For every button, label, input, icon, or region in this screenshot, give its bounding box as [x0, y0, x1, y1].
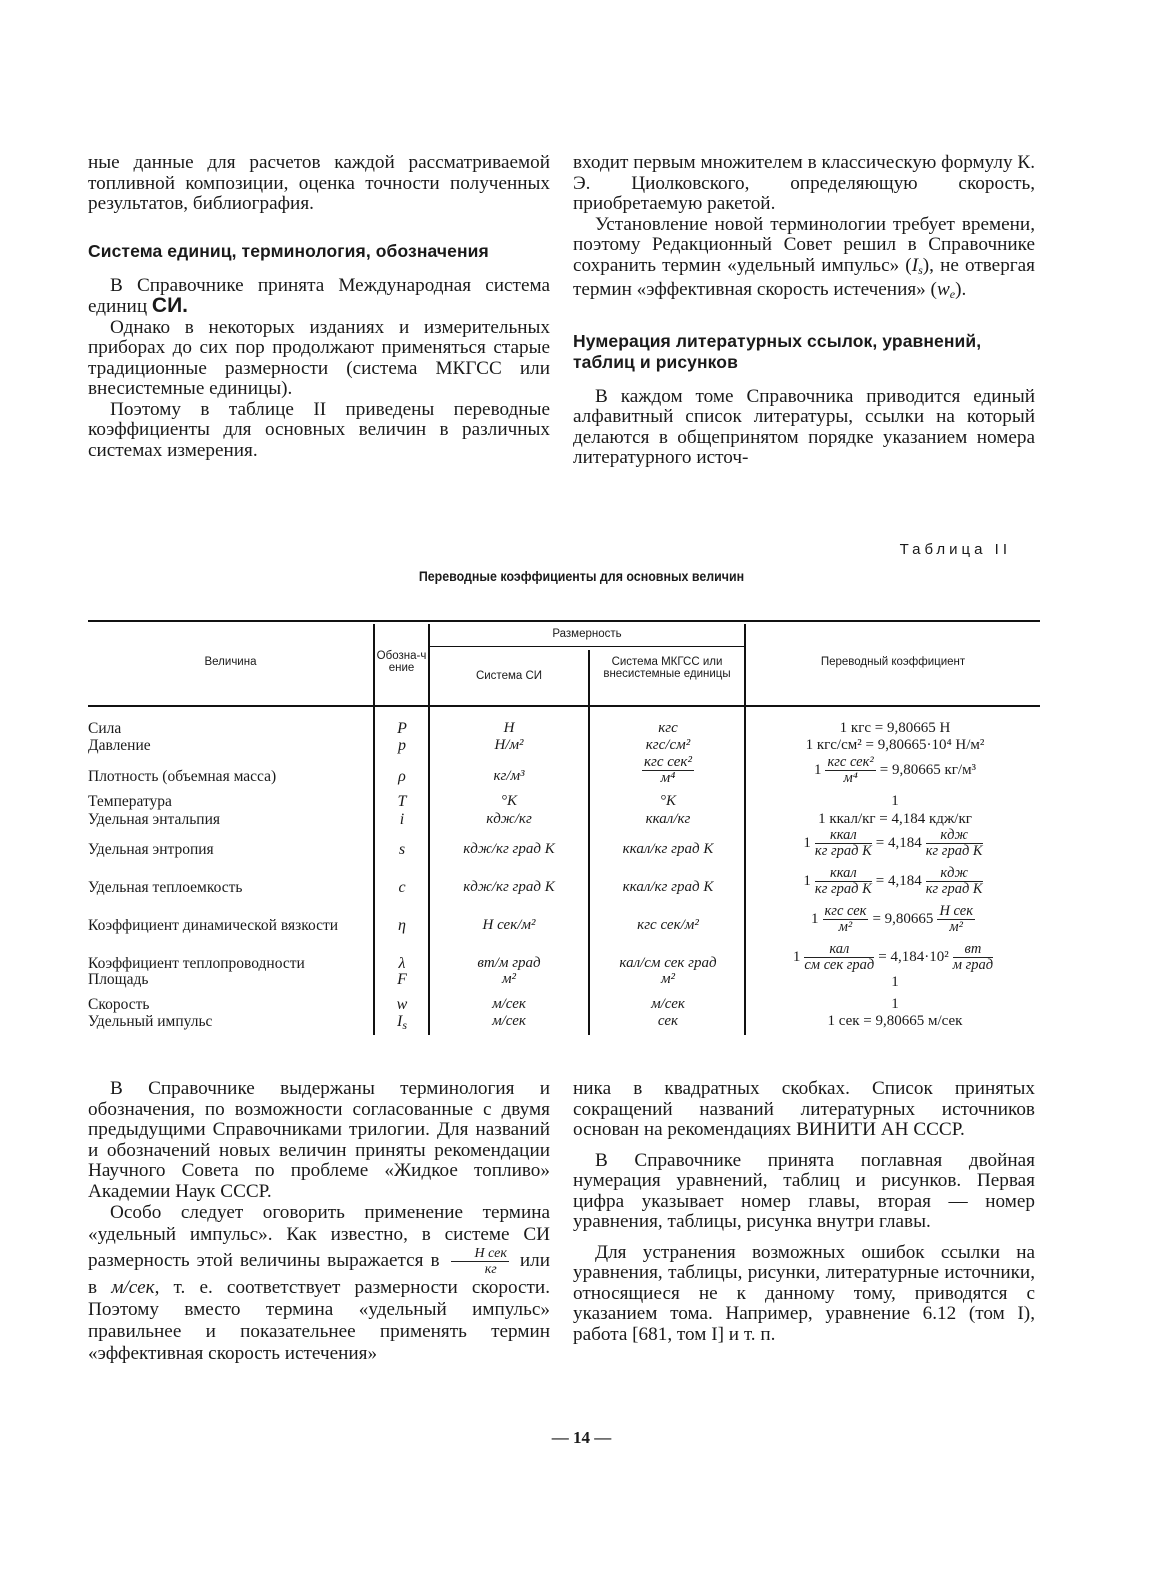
row-name: Давление: [88, 737, 151, 754]
header-quantity: Величина: [204, 656, 257, 668]
row-mkgss-fraction: $\frac{\text{кгс сек²}}{\text{м⁴}}$: [644, 754, 692, 786]
row-mkgss: м/сек: [651, 996, 685, 1012]
row-coef: 1 сек = 9,80665 м/сек: [827, 1013, 963, 1029]
row-symbol: w: [396, 996, 408, 1013]
row-symbol: p: [398, 737, 406, 754]
row-name: Коэффициент динамической вязкости: [88, 917, 339, 934]
row-coef: 1 $\frac{\text{кгс сек}}{\text{м²}}$ = 9,80665 $\frac{\text{Н сек}}{\text{м²}}$: [811, 903, 973, 935]
row-name: Сила: [88, 720, 122, 737]
paragraph-table-reference: Поэтому в таблице II приведены переводные коэффициенты для основных величин в различных системах измерения.: [88, 398, 550, 461]
row-name: Температура: [88, 793, 172, 810]
row-si: Н/м²: [494, 737, 524, 753]
table-top-rule: [88, 620, 1040, 622]
section-heading-numbering: Нумерация литературных ссылок, уравнений, таблиц и рисунков: [573, 330, 982, 372]
row-name: Скорость: [88, 996, 150, 1013]
paragraph-continued: входит первым множителем в классическую формулу К. Э. Циолковского, определяющую скорость, приобретаемую ракетой.: [573, 152, 1035, 214]
row-coef: 1 $\frac{\text{ккал}}{\text{кг град K}}$ = 4,184 $\frac{\text{кдж}}{\text{кг град K}}$: [803, 827, 983, 859]
bottom-left-column: [88, 1079, 550, 1365]
row-symbol: ρ: [398, 768, 406, 785]
section-heading-units: Система единиц, терминология, обозначения: [88, 240, 489, 261]
paragraph-si-system: В Справочнике принята Международная система единиц СИ.: [88, 274, 550, 317]
header-dimension: Размерность: [552, 628, 622, 640]
header-mkgss: Система МКГСС или внесистемные единицы: [603, 656, 731, 680]
row-mkgss: ккал/кг: [645, 811, 691, 827]
row-si: кдж/кг: [486, 811, 532, 827]
paragraph-old-units: Однако в некоторых изданиях и измерительных приборах до сих пор продолжают применяться старые традиционные размерности (система МКГСС или внесистемные единицы).: [88, 316, 550, 399]
paragraph-terminology: Установление новой терминологии требует времени, поэтому Редакционный Совет решил в Справочнике сохранить термин «удельный импульс» $(I_s)$, не отвергая термин «эффективная скорость истечения» $(w_e)$.: [573, 213, 1036, 301]
header-symbol: Обозна-чение: [376, 650, 427, 674]
paragraph-terminology-consistency: В Справочнике выдержаны терминология и обозначения, по возможности согласованные с двумя предыдущими Справочниками трилогии. Для названий и обозначений новых величин приняты рекомендации Научного Совета по проблеме «Жидкое топливо» Академии Наук СССР.: [88, 1078, 550, 1202]
row-coef: 1 ккал/кг = 4,184 кдж/кг: [818, 811, 972, 827]
table-label: Таблица II: [899, 541, 1011, 558]
paragraph-bibliography: В каждом томе Справочника приводится единый алфавитный список литературы, ссылки на который делаются в общепринятом порядке указанием номера литературного источ-: [573, 385, 1035, 468]
row-symbol: T: [397, 793, 407, 810]
header-coefficient: Переводный коэффициент: [820, 656, 966, 668]
row-symbol: i: [399, 811, 405, 828]
row-symbol: λ: [398, 955, 406, 972]
paragraph-cross-references: Для устранения возможных ошибок ссылки на уравнения, таблицы, рисунки, литературные источники, относящиеся не к данному тому, приводятся с указанием тома. Например, уравнение 6.12 (том I), работа [681, том I] и т. п.: [573, 1241, 1035, 1345]
row-coef: 1: [891, 996, 899, 1012]
row-mkgss: сек: [657, 1013, 679, 1029]
row-coef: 1 $\frac{\text{ккал}}{\text{кг град K}}$ = 4,184 $\frac{\text{кдж}}{\text{кг град K}}$: [803, 865, 983, 897]
paragraph-continued: ника в квадратных скобках. Список принятых сокращений названий литературных источников основан на рекомендациях ВИНИТИ АН СССР.: [573, 1078, 1035, 1140]
row-si: м/сек: [492, 1013, 526, 1029]
row-si: кдж/кг град K: [463, 879, 555, 895]
row-mkgss: ккал/кг град K: [622, 879, 714, 895]
row-name: Удельная энтропия: [88, 841, 214, 858]
row-symbol: c: [398, 879, 406, 896]
row-symbol: $I_s$: [397, 1013, 407, 1032]
row-si: Н: [503, 720, 515, 736]
row-name: Удельная теплоемкость: [88, 879, 243, 896]
row-mkgss: кал/см сек град: [619, 955, 717, 971]
table-title: Переводные коэффициенты для основных величин: [418, 569, 745, 584]
row-coef: 1 $\frac{\text{кгс сек²}}{\text{м⁴}}$ = 9,80665 кг/м³: [813, 754, 977, 786]
row-mkgss: м²: [660, 971, 676, 987]
paragraph-specific-impulse: Особо следует оговорить применение термина «удельный импульс». Как известно, в системе СИ размерность этой величины выражается в $\frac{\text{Н сек}}{кг}$ или в м/сек, т. е. соответствует размерности скорости. Поэтому вместо термина «удельный импульс» правильнее и показательнее применять термин «эффективная скорость истечения»: [88, 1202, 550, 1364]
top-right-column: [573, 153, 1035, 469]
row-si: Н сек/м²: [482, 917, 536, 933]
row-coef: 1 кгс = 9,80665 Н: [839, 720, 951, 736]
row-symbol: P: [397, 720, 407, 737]
row-mkgss: кгс: [658, 720, 678, 736]
row-name: Удельный импульс: [88, 1013, 213, 1030]
conversion-table: [88, 620, 1040, 1035]
top-left-column: [88, 153, 550, 461]
row-si: м²: [501, 971, 517, 987]
row-symbol: F: [397, 971, 407, 988]
row-name: Площадь: [88, 971, 149, 988]
header-si: Система СИ: [475, 670, 543, 682]
row-name: Плотность (объемная масса): [88, 768, 277, 785]
row-si: °K: [500, 793, 517, 809]
row-coef: 1: [891, 974, 899, 990]
row-name: Удельная энтальпия: [88, 811, 220, 828]
paragraph-numbering: В Справочнике принята поглавная двойная нумерация уравнений, таблиц и рисунков. Первая цифра указывает номер главы, вторая — номер уравнения, таблицы, рисунка внутри главы.: [573, 1149, 1035, 1232]
si-bold: СИ.: [151, 294, 188, 317]
row-si: кг/м³: [493, 768, 525, 784]
row-name: Коэффициент теплопроводности: [88, 955, 305, 972]
row-coef: 1: [891, 793, 899, 809]
row-mkgss: кгс/см²: [645, 737, 691, 753]
paragraph-continued: ные данные для расчетов каждой рассматриваемой топливной композиции, оценка точности полученных результатов, библиография.: [88, 152, 550, 214]
row-si: кдж/кг град K: [463, 841, 555, 857]
header-bottom-rule: [88, 705, 1040, 707]
page-number: — 14 —: [551, 1428, 612, 1447]
row-mkgss: °K: [659, 793, 676, 809]
row-si: м/сек: [492, 996, 526, 1012]
row-coef: 1 кгс/см² = 9,80665·10⁴ Н/м²: [805, 737, 985, 753]
row-mkgss: кгс сек/м²: [637, 917, 699, 933]
dimension-rule: [430, 646, 746, 647]
row-symbol: η: [398, 917, 406, 934]
row-symbol: s: [398, 841, 406, 858]
row-mkgss: ккал/кг град K: [622, 841, 714, 857]
bottom-right-column: [573, 1079, 1035, 1345]
row-si: вт/м град: [477, 955, 541, 971]
row-coef: 1 $\frac{\text{кал}}{\text{см сек град}}$ = 4,184·10² $\frac{вт}{\text{м град}}$: [792, 941, 994, 973]
